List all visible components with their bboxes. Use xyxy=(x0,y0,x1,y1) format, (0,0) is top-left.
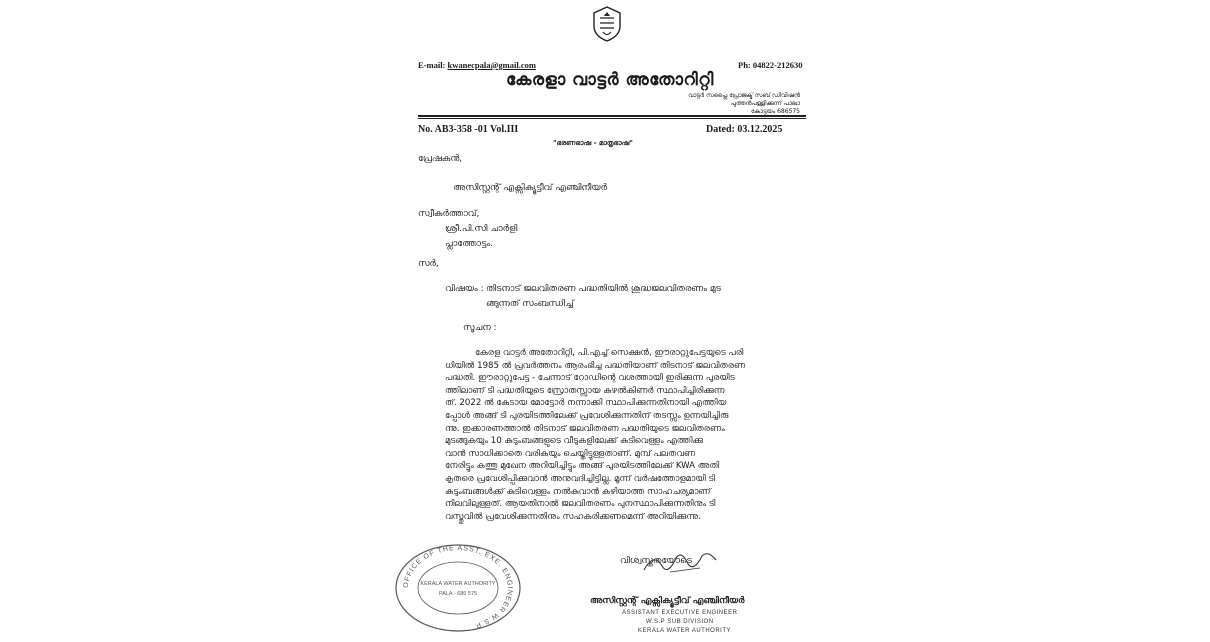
subject-line-1: തിടനാട് ജലവിതരണ പദ്ധതിയിൽ ശുദ്ധജലവിതരണം മുട xyxy=(486,284,721,294)
to-label: സ്വീകർത്താവ്, xyxy=(418,209,480,219)
reference-number: No. AB3-358 -01 Vol.III xyxy=(418,124,519,135)
subject-line-2: ങ്ങുന്നത് സംബന്ധിച്ച് xyxy=(486,299,574,309)
body-line: വസ്തുവിൽ പ്രവേശിക്കുന്നതിനും സഹകരിക്കണമെന്ന് അറിയിക്കുന്നു. xyxy=(445,511,701,522)
office-seal-stamp xyxy=(392,543,524,633)
stamp-ring-text: OFFICE OF THE ASST. EXE. ENGINEER W.S.P xyxy=(402,544,514,629)
body-line: നിലവിലുള്ളത്. ആയതിനാൽ ജലവിതരണം പുനസ്ഥാപിക്കുന്നതിനും ടി xyxy=(445,499,716,510)
motto: "ഭരണഭാഷ - മാതൃഭാഷ" xyxy=(553,139,633,147)
email-line xyxy=(418,60,536,70)
salutation: സർ, xyxy=(418,259,439,269)
address-line: പുത്തൻപള്ളിക്കുന്ന് പാലാ xyxy=(730,100,800,107)
signature-scribble-icon xyxy=(640,548,720,578)
body-line: ന്നു. ഇക്കാരണത്താൽ തിടനാട് ജലവിതരണ പദ്ധതിയുടെ ജലവിതരണം xyxy=(445,423,725,434)
subject-label: വിഷയം : xyxy=(445,284,484,294)
org-address xyxy=(640,92,800,116)
signatory-title: അസിസ്റ്റന്റ് എക്സിക്യൂട്ടീവ് എഞ്ചിനീയർ xyxy=(590,596,745,606)
org-title: കേരളാ വാട്ടർ അതോറിറ്റി xyxy=(506,70,714,90)
body-line: ത്. 2022 ൽ കേടായ മോട്ടോർ നന്നാക്കി സ്ഥാപിക്കുന്നതിനായി എത്തിയ xyxy=(445,398,727,409)
sender-name: അസിസ്റ്റന്റ് എക്സിക്യൂട്ടീവ് എഞ്ചിനീയർ xyxy=(453,183,607,193)
email-link[interactable]: kwanecpala@gmail.com xyxy=(447,60,536,70)
kwa-emblem-icon xyxy=(592,6,622,42)
letter-date: Dated: 03.12.2025 xyxy=(706,124,783,135)
address-line: വാട്ടർ സപ്ലൈ പ്രോജക്ട് സബ് ഡിവിഷൻ xyxy=(688,92,800,99)
stamp-line-1: KERALA WATER AUTHORITY xyxy=(420,581,496,587)
signatory-title-english: ASSISTANT EXECUTIVE ENGINEER xyxy=(622,610,738,616)
body-line: പ്പോൾ അങ്ങ് ടി പുരയിടത്തിലേക്ക് പ്രവേശിക്കുന്നതിന് തടസ്സം ഉന്നയിച്ചിരു xyxy=(445,410,729,421)
body-line: ത്തിലാണ് ടി പദ്ധതിയുടെ സ്രോതസ്സായ കുഴൽകിണർ സ്ഥാപിച്ചിരിക്കുന്ന xyxy=(445,385,725,396)
body-line: കുടുംബങ്ങൾക്ക് കുടിവെള്ളം നൽകുവാൻ കഴിയാത്ത സാഹചര്യമാണ് xyxy=(445,486,711,497)
signatory-org: KERALA WATER AUTHORITY xyxy=(638,628,732,634)
closing: വിശ്വസ്തതയോടെ xyxy=(620,556,692,566)
body-line: കേരള വാട്ടർ അതോറിറ്റി, പി.എച്ച് സെക്ഷൻ, ഈരാറ്റുപേട്ടയുടെ പരി xyxy=(475,348,744,358)
body-line: പദ്ധതി. ഈരാറ്റുപേട്ട - ചേന്നാട് റോഡിന്റെ വശത്തായി ഇരിക്കുന്ന പുരയിട xyxy=(445,373,735,384)
recipient-place: പ്ലാത്തോട്ടം. xyxy=(445,239,493,249)
reference-label: സൂചന : xyxy=(463,323,497,333)
address-line: കോട്ടയം 686575 xyxy=(751,108,800,115)
recipient-name: ശ്രീ.പി.സി ചാർളി xyxy=(445,224,518,234)
body-line: മുടങ്ങുകയും 10 കുടുംബങ്ങളുടെ വീടുകളിലേക്ക് കുടിവെള്ളം എത്തിക്കു xyxy=(445,436,703,447)
phone-number: Ph: 04822-212630 xyxy=(738,60,803,70)
signatory-division: W.S.P SUB DIVISION xyxy=(646,619,714,625)
from-label: പ്രേഷകൻ, xyxy=(418,154,463,164)
body-line: നേരിട്ടും കത്തു മുഖേന അറിയിച്ചിട്ടും അങ്ങ് പുരയിടത്തിലേക്ക് KWA അതി xyxy=(445,461,720,472)
body-line: കൃതരെ പ്രവേശിപ്പിക്കുവാൻ അനുവദിച്ചിട്ടില്ല. മൂന്ന് വർഷത്തോളമായി ടി xyxy=(445,473,716,484)
body-paragraph xyxy=(445,347,788,523)
body-line: ധിയിൽ 1985 ൽ പ്രവർത്തനം ആരംഭിച്ച പദ്ധതിയാണ് തിടനാട് ജലവിതരണ xyxy=(445,360,746,371)
body-line: വാൻ സാധിക്കാതെ വരികയും ചെയ്തിട്ടുള്ളതാണ്. മുമ്പ് പലതവണ xyxy=(445,448,696,459)
email-label: E-mail: xyxy=(418,60,446,70)
header-rule-thin xyxy=(418,118,806,119)
header-rule xyxy=(418,115,806,117)
stamp-line-2: PALA - 686 575 xyxy=(438,591,478,597)
